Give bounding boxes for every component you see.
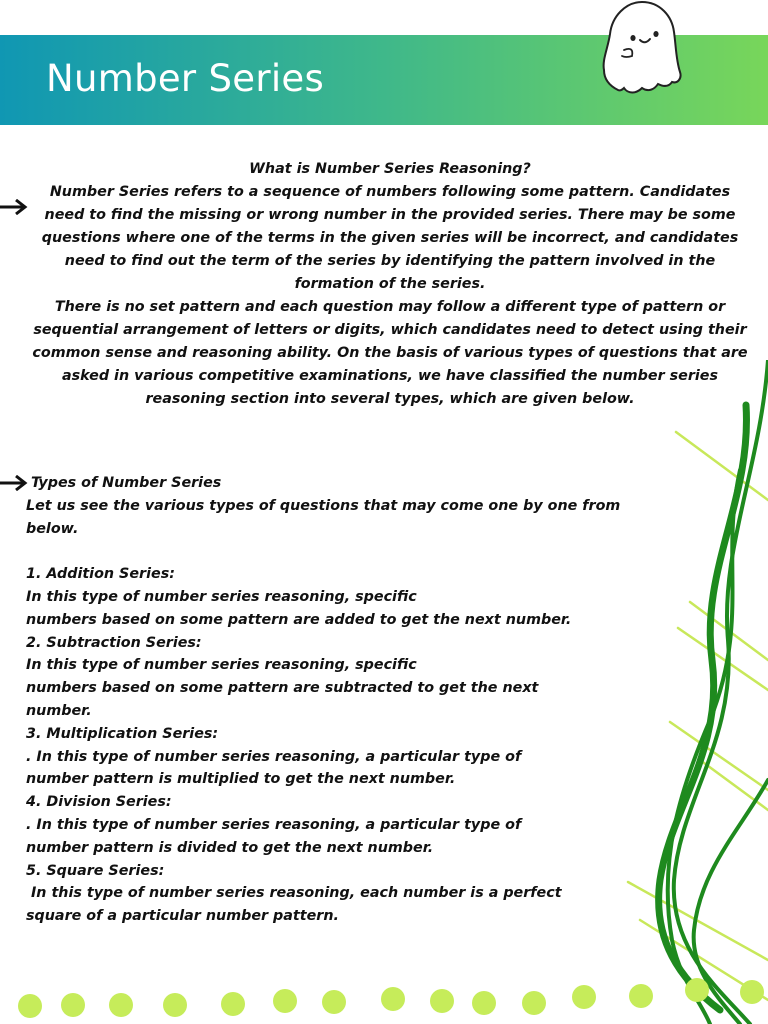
type-desc-multiplication: . In this type of number series reasoning, a particular type of number pattern is multiplied to get the next number.	[26, 748, 522, 788]
intro-paragraph-2: There is no set pattern and each question may follow a different type of pattern or sequential arrangement of letters or digits, which candidates need to detect using their common sense and reasoning ability. On the basis of various types of questions that are asked in various competitive examinations, we have classified the number series reasoning section into several types, which are given below.	[32, 299, 748, 407]
intro-paragraph-1: Number Series refers to a sequence of numbers following some pattern. Candidates need to find the missing or wrong number in the provided series. There may be some questions where one of the terms in the given series will be incorrect, and candidates need to find out the term of the series by identifying the pattern involved in the formation of the series.	[41, 184, 739, 292]
type-title-multiplication: 3. Multiplication Series:	[26, 725, 219, 742]
types-lead: Let us see the various types of questions that may come one by one from below.	[26, 497, 621, 537]
type-title-subtraction: 2. Subtraction Series:	[26, 634, 202, 651]
type-desc-square: In this type of number series reasoning, each number is a perfect square of a particular number pattern.	[26, 885, 567, 925]
type-desc-addition: In this type of number series reasoning, specific	[26, 588, 417, 605]
types-heading: Types of Number Series	[31, 475, 222, 491]
ghost-icon	[596, 0, 682, 96]
type-desc-subtraction: numbers based on some pattern are subtracted to get the next number.	[26, 680, 539, 719]
decorative-dots	[0, 975, 768, 1024]
right-arrow-icon	[0, 475, 28, 491]
right-arrow-icon	[0, 199, 28, 215]
type-desc-division: . In this type of number series reasoning, a particular type of number pattern is divided to get the next number.	[26, 816, 522, 856]
type-desc-subtraction: In this type of number series reasoning, specific	[26, 657, 417, 674]
intro-heading: What is Number Series Reasoning?	[249, 161, 531, 177]
type-title-addition: 1. Addition Series:	[26, 566, 175, 583]
types-section	[26, 472, 626, 928]
type-title-division: 4. Division Series:	[26, 794, 172, 811]
type-title-square: 5. Square Series:	[26, 862, 165, 879]
page-title: Number Series	[46, 57, 325, 100]
decorative-vines	[600, 360, 768, 1024]
type-desc-addition: numbers based on some pattern are added to get the next number.	[26, 611, 572, 628]
